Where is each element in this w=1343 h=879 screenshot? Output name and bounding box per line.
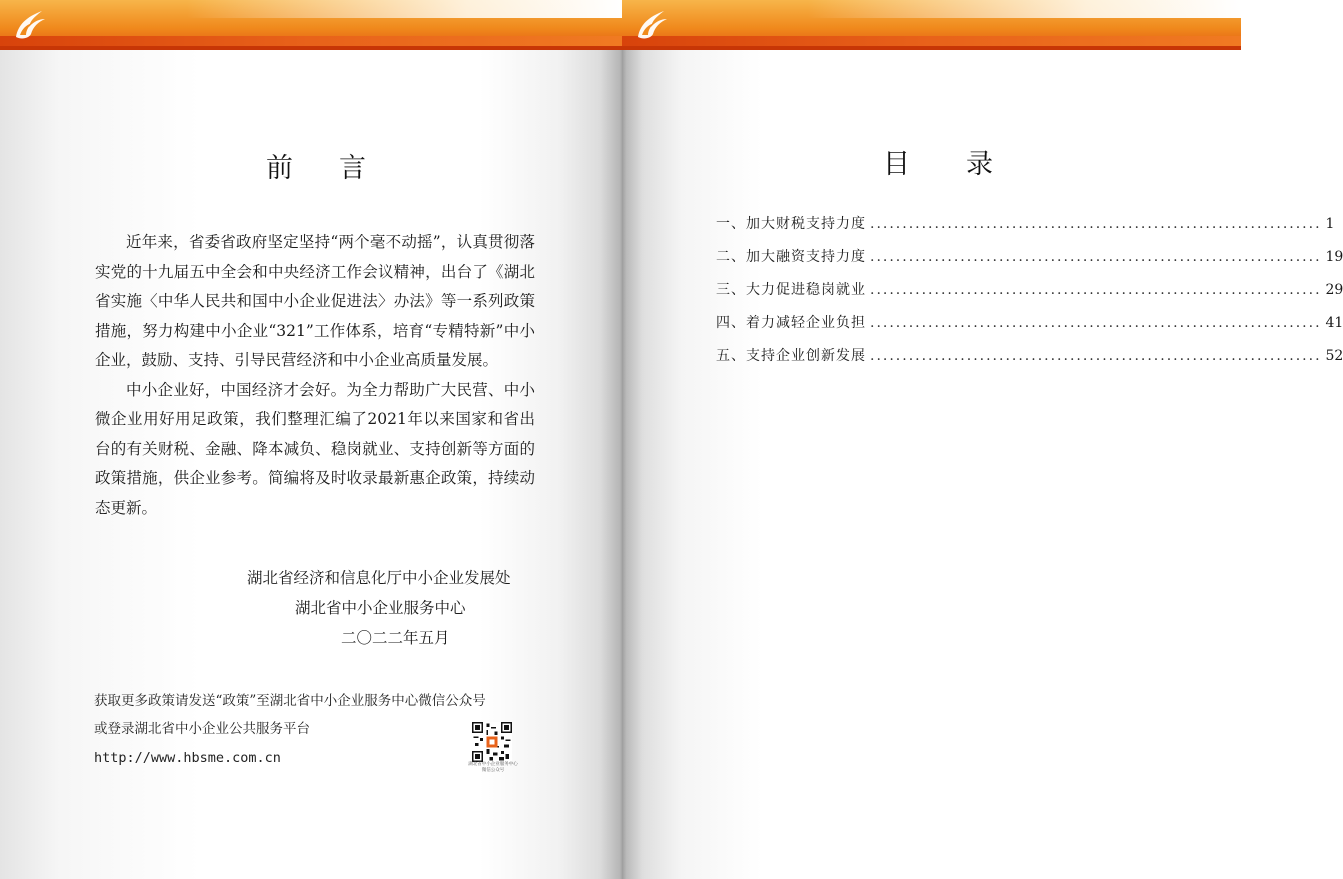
preface-body xyxy=(95,228,535,523)
toc-item-page: 52 xyxy=(1325,348,1343,364)
footer-line: 获取更多政策请发送“政策”至湖北省中小企业服务中心微信公众号 xyxy=(94,693,486,709)
toc-item-label: 四、着力减轻企业负担 xyxy=(716,315,866,331)
qr-caption: 湖北省中小企业服务中心 微信公众号 xyxy=(468,762,518,773)
header-banner xyxy=(622,0,1241,50)
toc-item-label: 一、加大财税支持力度 xyxy=(716,216,866,232)
toc-item-page: 19 xyxy=(1325,249,1343,265)
table-of-contents xyxy=(716,213,1343,378)
right-page xyxy=(622,0,1241,879)
signature-dept: 湖北省经济和信息化厅中小企业发展处 xyxy=(247,569,511,587)
toc-leader-dots: ...................................................................... xyxy=(870,282,1322,298)
flame-phoenix-logo-icon xyxy=(12,7,48,43)
preface-title: 前 言 xyxy=(266,153,366,184)
toc-leader-dots: ...................................................................... xyxy=(870,216,1322,232)
toc-item-page: 41 xyxy=(1325,315,1343,331)
toc-item-page: 1 xyxy=(1325,216,1335,232)
toc-item[interactable] xyxy=(716,213,1335,246)
toc-item[interactable] xyxy=(716,312,1343,345)
toc-item-page: 29 xyxy=(1325,282,1343,298)
signature-center: 湖北省中小企业服务中心 xyxy=(295,599,466,617)
qr-code-icon[interactable] xyxy=(472,722,512,762)
toc-leader-dots: ...................................................................... xyxy=(870,348,1322,364)
toc-leader-dots: ...................................................................... xyxy=(870,249,1322,265)
preface-paragraph: 近年来，省委省政府坚定坚持“两个毫不动摇”，认真贯彻落实党的十九届五中全会和中央经济工作会议精神，出台了《湖北省实施〈中华人民共和国中小企业促进法〉办法》等一系列政策措施，努力构建中小企业“321”工作体系，培育“专精特新”中小企业，鼓励、支持、引导民营经济和中小企业高质量发展。 xyxy=(95,233,535,369)
website-link[interactable]: http://www.hbsme.com.cn xyxy=(94,750,281,766)
toc-item[interactable] xyxy=(716,246,1343,279)
toc-item-label: 三、大力促进稳岗就业 xyxy=(716,282,866,298)
toc-item-label: 五、支持企业创新发展 xyxy=(716,348,866,364)
toc-leader-dots: ...................................................................... xyxy=(870,315,1322,331)
book-gutter-shadow xyxy=(600,50,644,879)
toc-item[interactable] xyxy=(716,279,1343,312)
toc-item-label: 二、加大融资支持力度 xyxy=(716,249,866,265)
preface-paragraph: 中小企业好，中国经济才会好。为全力帮助广大民营、中小微企业用好用足政策，我们整理汇编了2021年以来国家和省出台的有关财税、金融、降本减负、稳岗就业、支持创新等方面的政策措施，供企业参考。简编将及时收录最新惠企政策，持续动态更新。 xyxy=(95,380,535,517)
header-banner xyxy=(0,0,622,50)
left-page xyxy=(0,0,622,879)
toc-item[interactable] xyxy=(716,345,1343,378)
toc-title: 目 录 xyxy=(883,149,993,180)
signature-date: 二〇二二年五月 xyxy=(341,629,450,647)
flame-phoenix-logo-icon xyxy=(634,7,670,43)
footer-line: 或登录湖北省中小企业公共服务平台 xyxy=(94,721,310,737)
